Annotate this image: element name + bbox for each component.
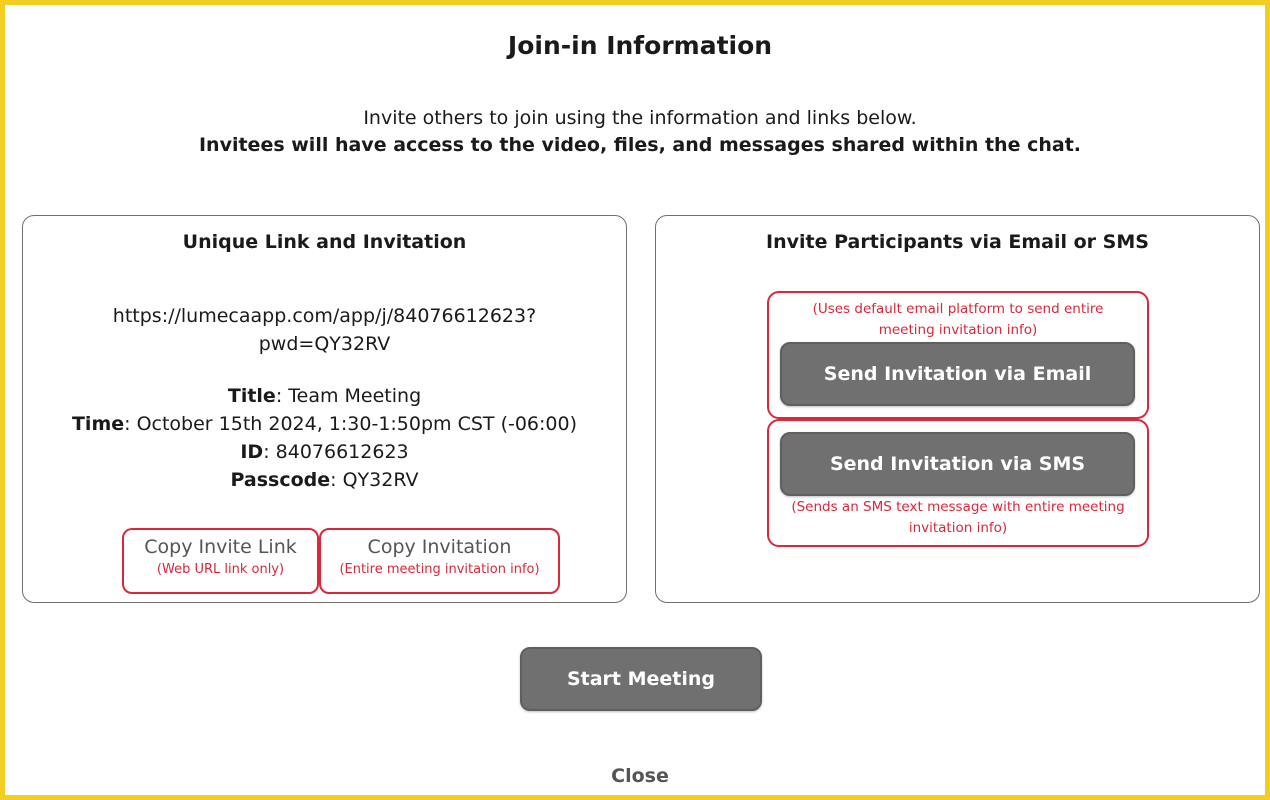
dialog-intro [5, 105, 1270, 159]
copy-invitation-note: (Entire meeting invitation info) [339, 562, 540, 577]
start-meeting-button[interactable]: Start Meeting [520, 647, 762, 711]
unique-link-panel [22, 215, 627, 603]
meeting-link-line2: pwd=QY32RV [258, 333, 391, 355]
close-button[interactable]: Close [611, 765, 669, 787]
invite-participants-panel [655, 215, 1260, 603]
detail-title [23, 382, 626, 410]
detail-passcode-value: : QY32RV [330, 469, 419, 491]
copy-invitation-button[interactable] [319, 528, 560, 594]
detail-time-value: : October 15th 2024, 1:30-1:50pm CST (-06:00) [124, 413, 578, 435]
meeting-link-line1: https://lumecaapp.com/app/j/84076612623? [112, 305, 537, 327]
sms-invite-group [767, 419, 1149, 547]
email-invite-group [767, 291, 1149, 419]
detail-time [23, 410, 626, 438]
send-invitation-sms-button[interactable]: Send Invitation via SMS [780, 432, 1135, 496]
copy-invite-link-button[interactable] [122, 528, 319, 594]
sms-invite-note-line1: (Sends an SMS text message with entire meeting [791, 499, 1125, 515]
detail-title-label: Title [227, 385, 276, 407]
unique-link-heading: Unique Link and Invitation [182, 231, 467, 253]
detail-id-value: : 84076612623 [263, 441, 409, 463]
detail-id [23, 438, 626, 466]
intro-bold-text: Invitees will have access to the video, files, and messages shared within the chat. [198, 134, 1081, 156]
intro-text: Invite others to join using the information and links below. [363, 107, 917, 129]
detail-passcode-label: Passcode [230, 469, 331, 491]
copy-invite-link-note: (Web URL link only) [156, 562, 285, 577]
copy-invitation-label: Copy Invitation [367, 536, 512, 558]
meeting-details [23, 382, 626, 494]
detail-time-label: Time [71, 413, 125, 435]
detail-passcode [23, 466, 626, 494]
invite-participants-heading: Invite Participants via Email or SMS [766, 231, 1149, 253]
detail-title-value: : Team Meeting [275, 385, 422, 407]
email-invite-note-line1: (Uses default email platform to send entire [812, 301, 1104, 317]
email-invite-note [769, 299, 1147, 341]
meeting-link [23, 302, 626, 358]
detail-id-label: ID [240, 441, 264, 463]
sms-invite-note-line2: invitation info) [908, 520, 1008, 536]
sms-invite-note [769, 497, 1147, 539]
dialog-title: Join-in Information [507, 31, 773, 60]
send-invitation-email-button[interactable]: Send Invitation via Email [780, 342, 1135, 406]
copy-invite-link-label: Copy Invite Link [144, 536, 297, 558]
email-invite-note-line2: meeting invitation info) [878, 322, 1038, 338]
